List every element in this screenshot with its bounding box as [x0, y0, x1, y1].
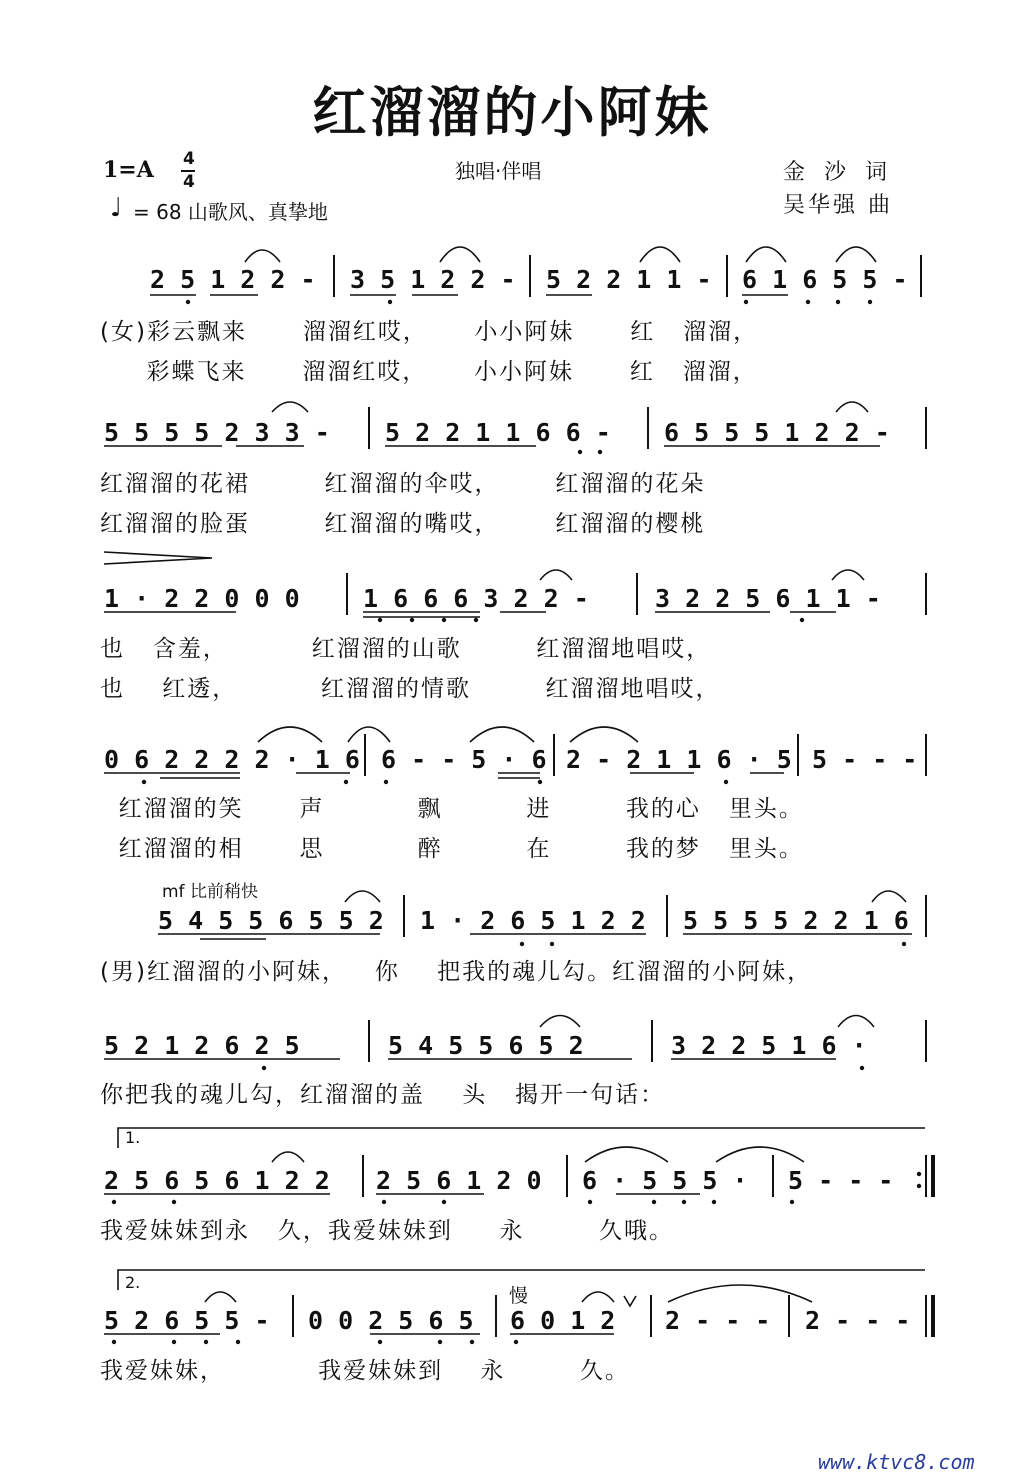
row7-measure2: 2 5 6 1 2 0 [376, 1166, 542, 1195]
quarter-note-icon: ♩ [110, 193, 123, 223]
slur-mark [872, 891, 906, 902]
volta-bracket [118, 1270, 925, 1290]
row8-lyric: 我爱妹妹， 我爱妹妹到 永 久。 [100, 1358, 630, 1384]
slur-mark [440, 247, 480, 262]
decrescendo-hairpin [104, 552, 212, 564]
slur-mark [570, 727, 638, 742]
row2-lyric-verse1: 红溜溜的花裙 红溜溜的伞哎， 红溜溜的花朵 [100, 471, 706, 497]
tempo-slow-marking: 慢 [509, 1285, 529, 1307]
slur-mark [540, 570, 572, 580]
volta-2-label: 2. [125, 1273, 141, 1292]
row6-measure1: 5 2 1 2 6 2 5 [104, 1031, 300, 1060]
slur-mark [716, 1147, 804, 1162]
volta-1-label: 1. [125, 1128, 141, 1147]
row3-measure1: 1 · 2 2 0 0 0 [104, 584, 300, 613]
slur-mark [245, 250, 280, 262]
row1-lyric-verse1: (女)彩云飘来 溜溜红哎， 小小阿妹 红 溜溜， [100, 319, 759, 345]
slur-mark [836, 247, 876, 262]
slur-mark [838, 1016, 874, 1028]
row5-measure2: 1 · 2 6 5 1 2 2 [420, 906, 646, 935]
row1-measure4: 6 1 6 5 5 - [742, 265, 908, 294]
row1-measure3: 5 2 2 1 1 - [546, 265, 712, 294]
row8-measure5: 2 - - - [805, 1306, 911, 1335]
row8-measure1: 5 2 6 5 5 - [104, 1306, 270, 1335]
row4-measure2: 6 - - 5 · 6 [381, 745, 547, 774]
slur-mark [258, 727, 322, 742]
dynamics-marking: mf 比前稍快 [162, 882, 258, 902]
time-signature-top: 4 [183, 149, 195, 169]
row7-measure3: 6 · 5 5 5 · [582, 1166, 748, 1195]
lyricist: 金 沙 词 [783, 160, 893, 185]
row2-lyric-verse2: 红溜溜的脸蛋 红溜溜的嘴哎， 红溜溜的樱桃 [100, 511, 706, 537]
row7-measure1: 2 5 6 5 6 1 2 2 [104, 1166, 330, 1195]
slur-mark [836, 402, 868, 412]
row7-lyric: 我爱妹妹到永 久，我爱妹妹到 永 久哦。 [100, 1218, 674, 1244]
breath-mark [624, 1296, 636, 1306]
volta-bracket [118, 1128, 925, 1148]
row3-measure3: 3 2 2 5 6 1 1 - [655, 584, 881, 613]
row8-measure2: 0 0 2 5 6 5 [308, 1306, 474, 1335]
slur-mark [540, 1016, 580, 1028]
row2-measure2: 5 2 2 1 1 6 6 - [385, 418, 611, 447]
row6-measure2: 5 4 5 5 6 5 2 [388, 1031, 584, 1060]
row5-lyric: (男)红溜溜的小阿妹， 你 把我的魂儿勾。红溜溜的小阿妹， [100, 959, 813, 985]
beam-underlines [104, 295, 912, 1334]
performance-type: 独唱·伴唱 [455, 159, 542, 183]
composer: 吴华强 曲 [783, 193, 893, 218]
slur-mark [272, 402, 308, 412]
row8-measure3: 6 0 1 2 [510, 1306, 616, 1335]
row1-measure1: 2 5 1 2 2 - [150, 265, 316, 294]
row8-measure4: 2 - - - [665, 1306, 771, 1335]
tempo-marking: = 68 山歌风、真挚地 [133, 200, 328, 224]
row4-measure4: 5 - - - [812, 745, 918, 774]
slur-mark [640, 247, 680, 262]
row2-measure1: 5 5 5 5 2 3 3 - [104, 418, 330, 447]
row5-measure3: 5 5 5 5 2 2 1 6 [683, 906, 909, 935]
row3-lyric-verse1: 也 含羞， 红溜溜的山歌 红溜溜地唱哎， [100, 636, 712, 662]
slur-mark [205, 1292, 236, 1302]
slur-mark [585, 1147, 668, 1162]
slur-mark [582, 1292, 614, 1302]
row6-lyric: 你把我的魂儿勾，红溜溜的盖 头 揭开一句话： [100, 1082, 666, 1108]
slur-mark [470, 727, 534, 742]
time-signature-bottom: 4 [183, 172, 195, 192]
slur-mark [345, 891, 380, 902]
row4-measure3: 2 - 2 1 1 6 · 5 [566, 745, 792, 774]
row4-lyric-verse2: 红溜溜的相 思 醉 在 我的梦 里头。 [100, 836, 804, 862]
row5-measure1: 5 4 5 5 6 5 5 2 [158, 906, 384, 935]
row4-lyric-verse1: 红溜溜的笑 声 飘 进 我的心 里头。 [100, 796, 804, 822]
row7-measure4: 5 - - - [788, 1166, 894, 1195]
row3-lyric-verse2: 也 红透， 红溜溜的情歌 红溜溜地唱哎， [100, 676, 721, 702]
key-signature: 1=A [103, 157, 154, 183]
slur-mark [832, 570, 864, 580]
slur-mark [668, 1285, 812, 1302]
slur-mark [746, 247, 786, 262]
row2-measure3: 6 5 5 5 1 2 2 - [664, 418, 890, 447]
row1-lyric-verse2: 彩蝶飞来 溜溜红哎， 小小阿妹 红 溜溜， [100, 359, 758, 385]
row3-measure2: 1 6 6 6 3 2 2 - [363, 584, 589, 613]
slur-mark [272, 1152, 304, 1162]
page-title: 红溜溜的小阿妹 [312, 80, 712, 144]
row1-measure2: 3 5 1 2 2 - [350, 265, 516, 294]
row6-measure3: 3 2 2 5 1 6 · [671, 1031, 867, 1060]
watermark: www.ktvc8.com [818, 1450, 975, 1474]
row4-measure1: 0 6 2 2 2 2 · 1 6 [104, 745, 360, 774]
slur-mark [348, 727, 390, 742]
octave-dots [112, 300, 921, 1344]
